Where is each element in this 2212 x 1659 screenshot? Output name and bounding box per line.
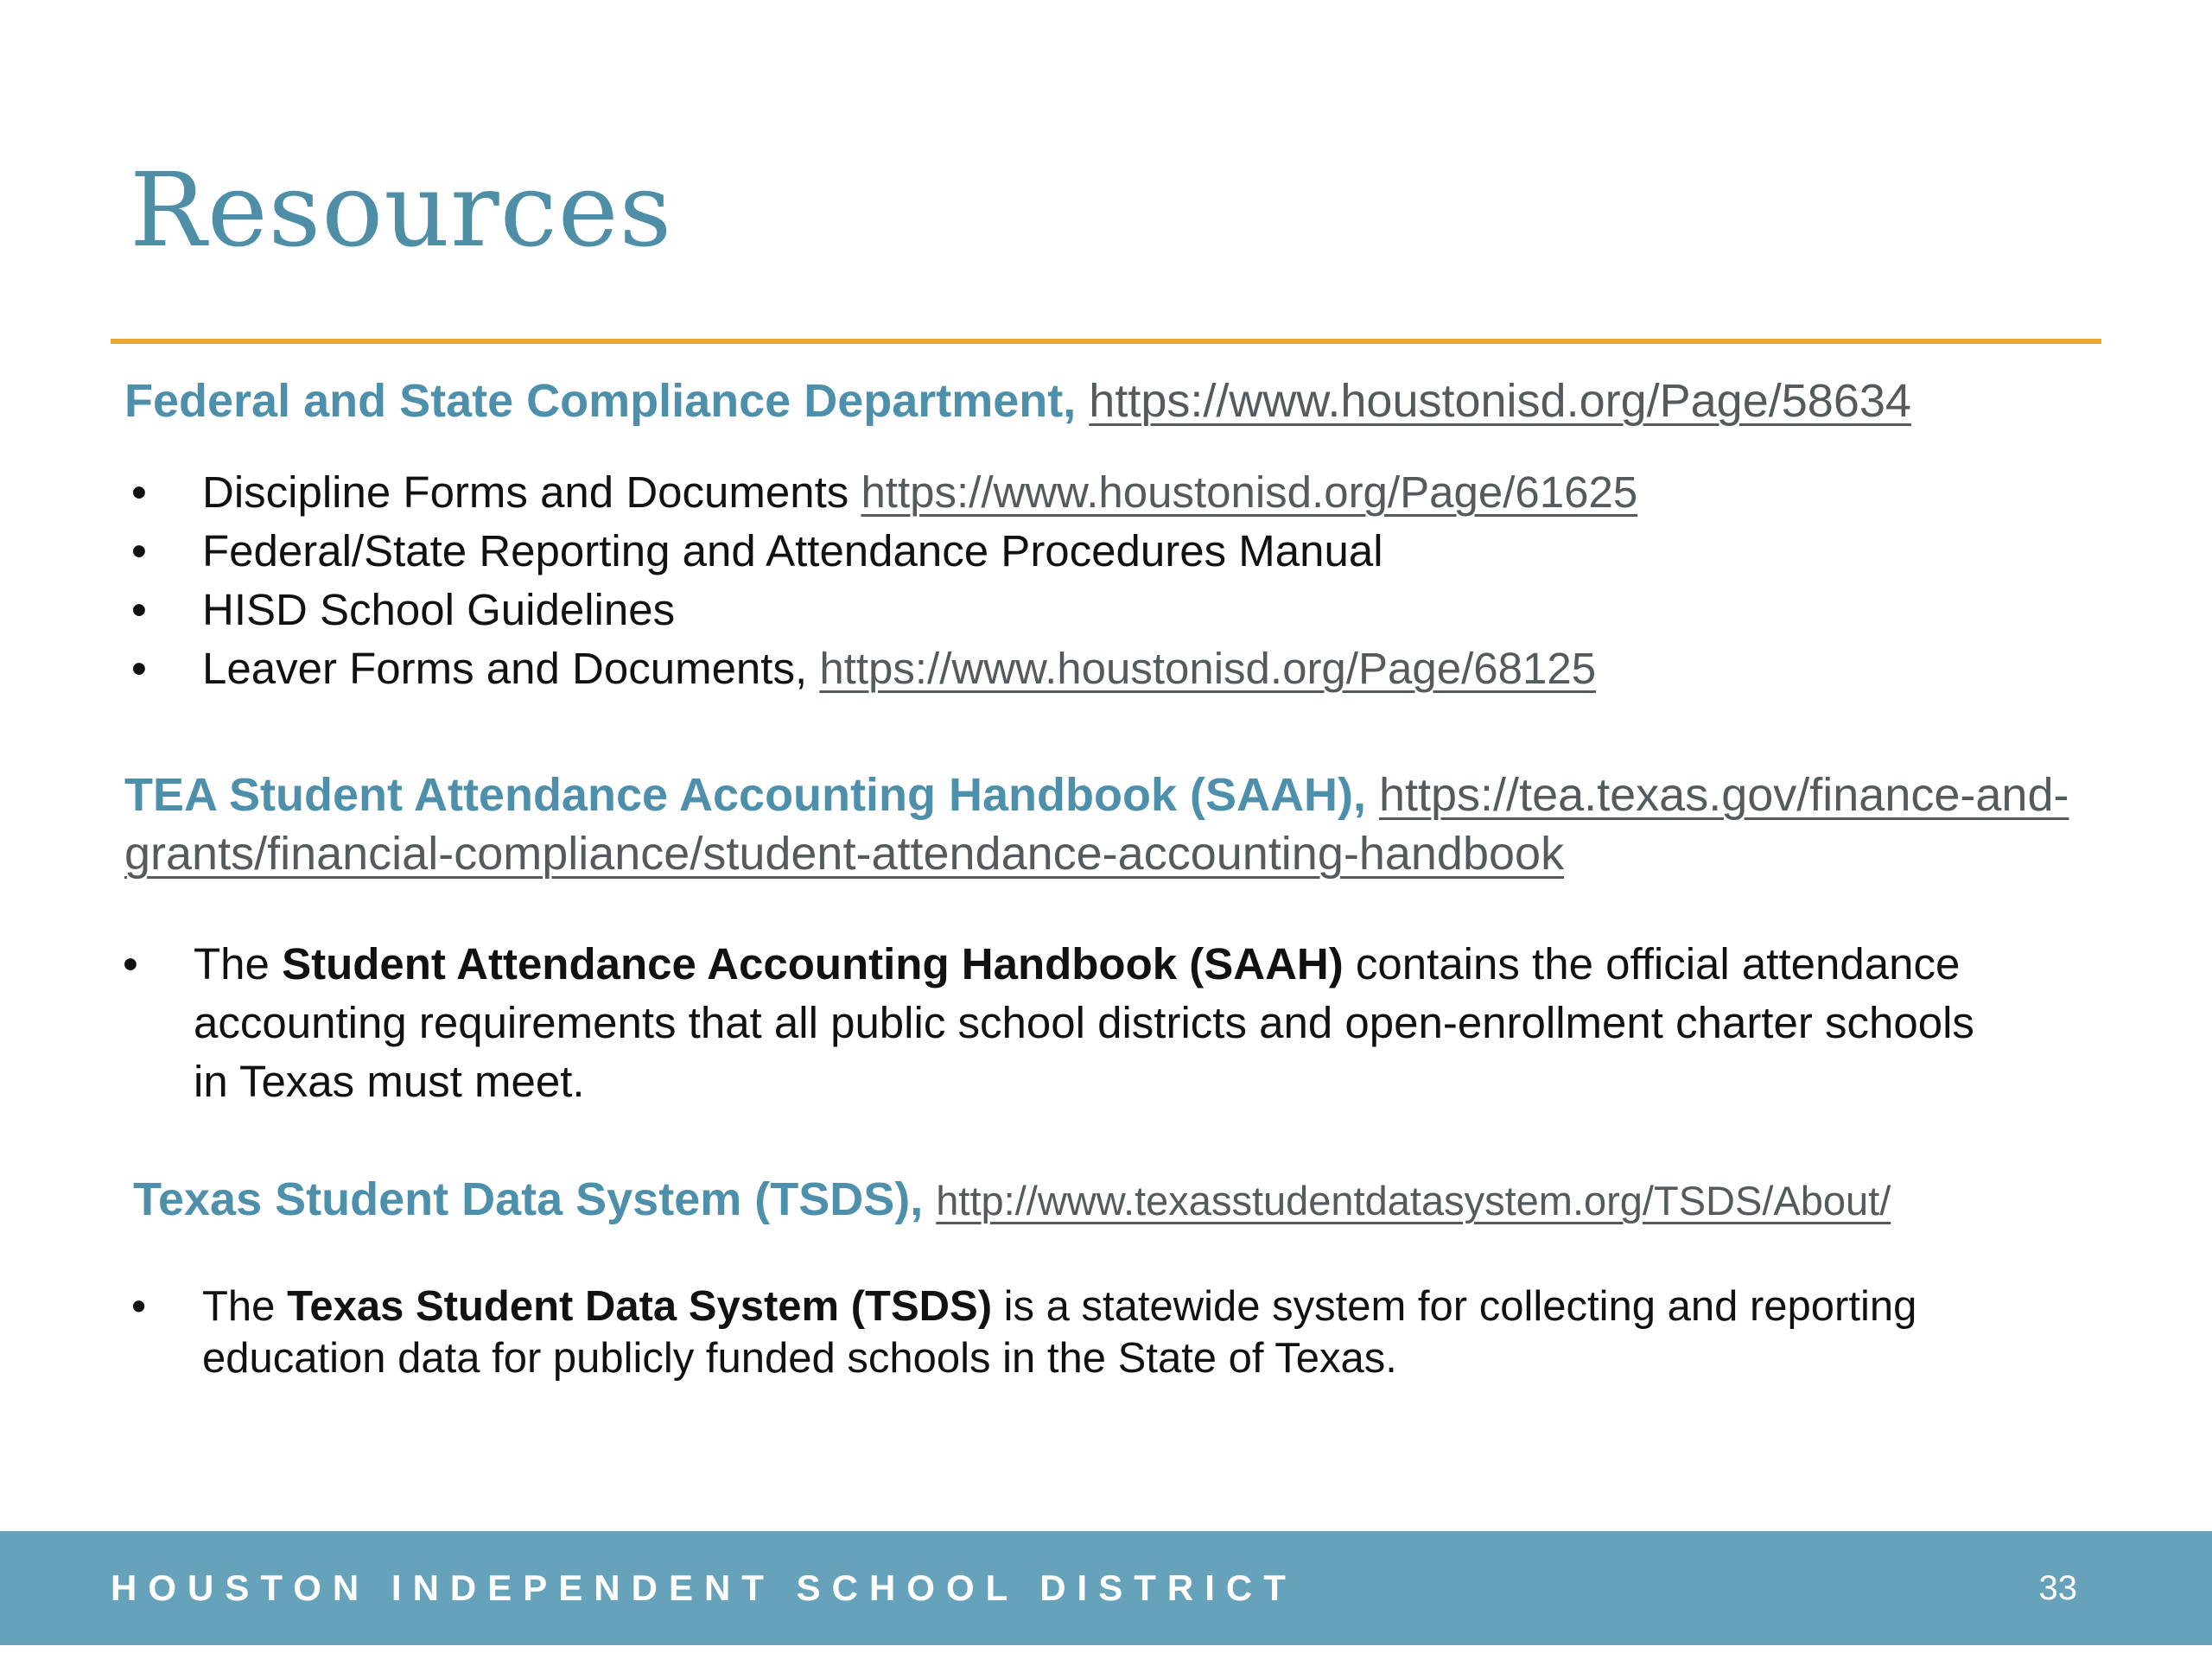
list-item (202, 463, 1637, 522)
list-item (194, 935, 1974, 1111)
section-tsds-heading (133, 1170, 1891, 1230)
footer-bar (0, 1531, 2212, 1645)
bullet-text: contains the official attendance (1343, 939, 1961, 988)
bullet-text-line: education data for publicly funded schools in the State of Texas. (202, 1335, 1397, 1382)
list-item (202, 522, 1637, 581)
saah-link-line2[interactable]: grants/financial-compliance/student-attendance-accounting-handbook (124, 828, 1565, 880)
list-item-text: Discipline Forms and Documents (202, 467, 861, 517)
section-org-name: TEA Student Attendance Accounting Handbook (SAAH), (124, 769, 1366, 821)
section-tea-saah-url-continued (124, 824, 1564, 883)
list-item (202, 1281, 1916, 1384)
list-item (202, 639, 1637, 698)
tsds-description-list (202, 1281, 1916, 1384)
list-item-text: Leaver Forms and Documents, (202, 644, 820, 693)
bullet-text: The (194, 939, 283, 988)
saah-description-list (194, 935, 1974, 1111)
list-item (202, 581, 1637, 639)
discipline-forms-link[interactable]: https://www.houstonisd.org/Page/61625 (861, 467, 1638, 517)
leaver-forms-link[interactable]: https://www.houstonisd.org/Page/68125 (819, 644, 1597, 693)
section-org-name: Federal and State Compliance Department, (124, 375, 1077, 427)
compliance-resource-list (202, 463, 1637, 698)
title-divider (111, 339, 2101, 344)
footer-org-name: HOUSTON INDEPENDENT SCHOOL DISTRICT (111, 1567, 1297, 1608)
bullet-bold-text: Texas Student Data System (TSDS) (287, 1283, 993, 1330)
section-federal-state-compliance-heading (124, 372, 1911, 430)
section-link[interactable]: https://www.houstonisd.org/Page/58634 (1089, 375, 1911, 427)
bullet-text: is a statewide system for collecting and reporting (992, 1283, 1917, 1330)
slide-title: Resources (130, 150, 673, 270)
bullet-text-line: in Texas must meet. (194, 1057, 585, 1106)
bullet-bold-text: Student Attendance Accounting Handbook (SAAH) (282, 939, 1344, 988)
bullet-text-line: accounting requirements that all public school districts and open-enrollment charter schools (194, 998, 1974, 1047)
section-tea-saah-heading (124, 766, 2069, 824)
tsds-link[interactable]: http://www.texasstudentdatasystem.org/TSDS/About/ (936, 1178, 1891, 1224)
list-item-text: HISD School Guidelines (202, 585, 676, 634)
list-item-text: Federal/State Reporting and Attendance Procedures Manual (202, 526, 1383, 575)
section-org-name: Texas Student Data System (TSDS), (133, 1173, 924, 1225)
page-number: 33 (2038, 1569, 2077, 1607)
saah-link-line1[interactable]: https://tea.texas.gov/finance-and- (1378, 769, 2069, 821)
bullet-text: The (202, 1283, 288, 1330)
